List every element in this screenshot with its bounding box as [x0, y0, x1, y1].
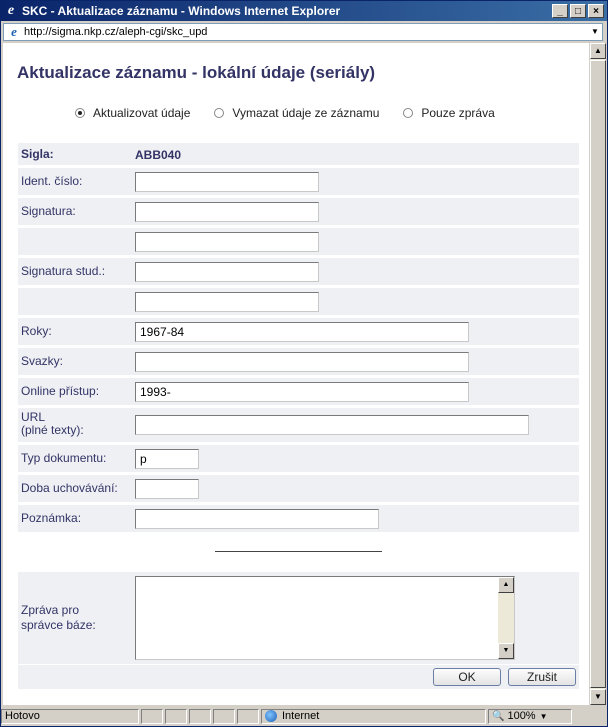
scroll-up-icon[interactable]: ▲ — [498, 577, 514, 593]
row-signatura-stud — [18, 258, 579, 285]
divider — [215, 551, 382, 552]
status-bar — [1, 706, 607, 726]
svazky-label: Svazky: — [21, 354, 64, 368]
signatura-stud-input[interactable] — [135, 262, 319, 282]
status-text — [1, 709, 139, 724]
zoom-icon[interactable]: 🔍 — [492, 710, 505, 722]
ie-logo-icon: e — [7, 3, 15, 18]
row-roky — [18, 318, 579, 345]
row-typ — [18, 445, 579, 472]
row-svazky — [18, 348, 579, 375]
radio-icon[interactable] — [214, 108, 224, 118]
sigla-label: Sigla: — [21, 147, 54, 161]
maximize-button[interactable]: □ — [570, 4, 586, 18]
status-panel — [165, 709, 187, 724]
ident-input[interactable] — [135, 172, 319, 192]
action-options — [75, 106, 519, 120]
address-url[interactable]: http://sigma.nkp.cz/aleph-cgi/skc_upd — [24, 26, 208, 38]
ident-label: Ident. číslo: — [21, 174, 83, 188]
ok-button[interactable]: OK — [433, 668, 501, 686]
svazky-input[interactable] — [135, 352, 469, 372]
url-label-line-1: URL — [21, 410, 46, 424]
option-delete[interactable] — [214, 106, 379, 120]
message-textarea[interactable] — [135, 576, 515, 660]
doba-input[interactable] — [135, 479, 199, 499]
page-icon: e — [11, 24, 17, 39]
title-bar — [1, 1, 607, 21]
page-scrollbar[interactable] — [590, 43, 606, 705]
status-panel — [213, 709, 235, 724]
status-panel — [237, 709, 259, 724]
scroll-down-icon[interactable]: ▼ — [590, 689, 606, 705]
zoom-label[interactable]: 100% — [507, 710, 536, 722]
form-rows — [18, 143, 579, 535]
message-label-line-1: Zpráva pro — [21, 603, 80, 617]
row-ident — [18, 168, 579, 195]
option-message-label: Pouze zpráva — [421, 106, 495, 120]
signatura-input-2[interactable] — [135, 232, 319, 252]
row-sigla — [18, 143, 579, 165]
address-bar[interactable] — [3, 23, 603, 41]
radio-selected-icon[interactable] — [75, 108, 85, 118]
option-delete-label: Vymazat údaje ze záznamu — [232, 106, 380, 120]
row-message — [18, 572, 579, 664]
poznamka-label: Poznámka: — [21, 511, 82, 525]
row-poznamka — [18, 505, 579, 532]
textarea-scrollbar[interactable] — [498, 577, 514, 659]
zoom-panel[interactable] — [488, 709, 572, 724]
page-content — [3, 43, 589, 705]
message-label — [21, 603, 96, 633]
close-button[interactable]: × — [588, 4, 604, 18]
online-input[interactable]: 1993- — [135, 382, 469, 402]
row-url — [18, 408, 579, 442]
online-label: Online přístup: — [21, 384, 100, 398]
doba-label: Doba uchovávání: — [21, 481, 118, 495]
window-title: SKC - Aktualizace záznamu - Windows Internet Explorer — [22, 4, 341, 18]
roky-input[interactable]: 1967-84 — [135, 322, 469, 342]
row-signatura-2 — [18, 228, 579, 255]
chevron-down-icon[interactable]: ▼ — [539, 711, 548, 721]
row-online — [18, 378, 579, 405]
option-update-label: Aktualizovat údaje — [93, 106, 191, 120]
chevron-down-icon[interactable]: ▼ — [591, 27, 599, 36]
message-label-line-2: správce báze: — [21, 618, 96, 632]
url-input[interactable] — [135, 415, 529, 435]
page-title: Aktualizace záznamu - lokální údaje (seriály) — [17, 63, 376, 82]
zone-panel — [261, 709, 486, 724]
roky-label: Roky: — [21, 324, 52, 338]
signatura-stud-label: Signatura stud.: — [21, 264, 106, 278]
scroll-thumb[interactable] — [590, 60, 606, 688]
signatura-label: Signatura: — [21, 204, 76, 218]
globe-icon — [265, 710, 277, 722]
signatura-stud-input-2[interactable] — [135, 292, 319, 312]
cancel-button[interactable]: Zrušit — [508, 668, 576, 686]
button-row — [18, 665, 579, 689]
signatura-input[interactable] — [135, 202, 319, 222]
url-label — [21, 411, 84, 437]
row-signatura — [18, 198, 579, 225]
status-panel — [189, 709, 211, 724]
minimize-button[interactable]: _ — [552, 4, 568, 18]
option-message-only[interactable] — [403, 106, 494, 120]
status-panel — [141, 709, 163, 724]
row-signatura-stud-2 — [18, 288, 579, 315]
zone-label: Internet — [282, 710, 320, 722]
typ-input[interactable]: p — [135, 449, 199, 469]
scroll-up-icon[interactable]: ▲ — [590, 43, 606, 59]
radio-icon[interactable] — [403, 108, 413, 118]
sigla-value: ABB040 — [135, 148, 182, 162]
option-update[interactable] — [75, 106, 190, 120]
url-label-line-2: (plné texty): — [21, 423, 84, 437]
typ-label: Typ dokumentu: — [21, 451, 107, 465]
poznamka-input[interactable] — [135, 509, 379, 529]
scroll-down-icon[interactable]: ▼ — [498, 643, 514, 659]
row-doba — [18, 475, 579, 502]
status-label: Hotovo — [5, 710, 40, 722]
